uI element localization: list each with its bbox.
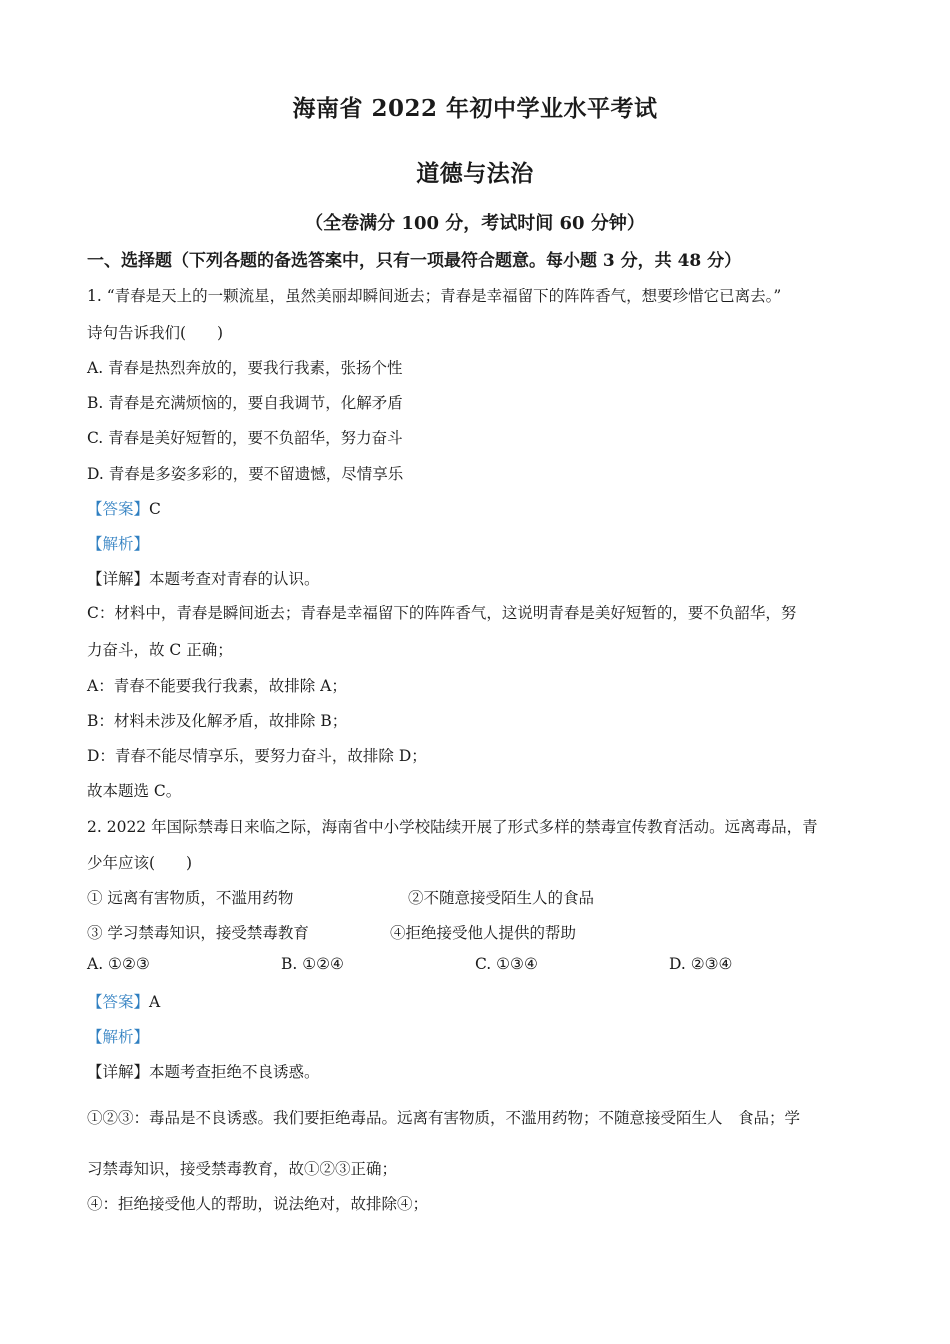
q1-explain-3: A：青春不能要我行我素，故排除 A； xyxy=(87,677,347,695)
answer-tag: 【答案】 xyxy=(87,500,150,518)
q2-answer xyxy=(87,990,160,1012)
q1-option-b: B. 青春是充满烦恼的，要自我调节，化解矛盾 xyxy=(87,394,403,412)
answer-value: A xyxy=(149,993,161,1011)
q2-detail: 【详解】本题考查拒绝不良诱惑。 xyxy=(87,1063,320,1081)
q1-explain-5: D：青春不能尽情享乐，要努力奋斗，故排除 D； xyxy=(87,747,427,765)
q2-choice-a: A. ①②③ xyxy=(87,955,150,973)
q1-explain-4: B：材料未涉及化解矛盾，故排除 B； xyxy=(87,712,348,730)
q1-explain-1: C：材料中，青春是瞬间逝去；青春是幸福留下的阵阵香气，这说明青春是美好短暂的，要不负韶华，努 xyxy=(87,604,797,622)
q2-analysis-tag: 【解析】 xyxy=(87,1028,150,1046)
subject-title: 道德与法治 xyxy=(416,160,534,187)
q1-stem-line1: 1. “青春是天上的一颗流星，虽然美丽却瞬间逝去；青春是幸福留下的阵阵香气，想要珍惜它已离去。” xyxy=(87,287,782,305)
q2-item-4: ④拒绝接受他人提供的帮助 xyxy=(390,924,577,942)
q1-option-d: D. 青春是多姿多彩的，要不留遗憾，尽情享乐 xyxy=(87,465,404,483)
q2-stem-line2: 少年应该( ) xyxy=(87,854,193,872)
q1-detail: 【详解】本题考查对青春的认识。 xyxy=(87,570,320,588)
section-heading: 一、选择题（下列各题的备选答案中，只有一项最符合题意。每小题 3 分，共 48 分） xyxy=(87,251,742,271)
exam-note: （全卷满分 100 分，考试时间 60 分钟） xyxy=(305,213,645,234)
q2-explain-2: 习禁毒知识，接受禁毒教育，故①②③正确； xyxy=(87,1160,398,1178)
q2-explain-3: ④：拒绝接受他人的帮助，说法绝对，故排除④； xyxy=(87,1195,429,1213)
answer-value: C xyxy=(149,500,161,518)
answer-tag: 【答案】 xyxy=(87,993,150,1011)
q2-item-3: ③ 学习禁毒知识，接受禁毒教育 xyxy=(87,924,309,942)
q1-answer xyxy=(87,497,161,519)
q1-explain-2: 力奋斗，故 C 正确； xyxy=(87,641,233,659)
q1-option-a: A. 青春是热烈奔放的，要我行我素，张扬个性 xyxy=(87,359,403,377)
q1-stem-line2: 诗句告诉我们( ) xyxy=(87,324,224,342)
q2-item-1: ① 远离有害物质，不滥用药物 xyxy=(87,889,294,907)
q2-choice-b: B. ①②④ xyxy=(281,955,344,973)
exam-title: 海南省 2022 年初中学业水平考试 xyxy=(292,95,658,122)
q1-explain-6: 故本题选 C。 xyxy=(87,782,182,800)
q2-choice-d: D. ②③④ xyxy=(669,955,733,973)
q1-option-c: C. 青春是美好短暂的，要不负韶华，努力奋斗 xyxy=(87,429,403,447)
q2-item-2: ②不随意接受陌生人的食品 xyxy=(408,889,595,907)
q2-explain-1: ①②③：毒品是不良诱惑。我们要拒绝毒品。远离有害物质，不滥用药物；不随意接受陌生人 食品；学 xyxy=(87,1109,801,1127)
q1-analysis-tag: 【解析】 xyxy=(87,535,150,553)
q2-stem-line1: 2. 2022 年国际禁毒日来临之际，海南省中小学校陆续开展了形式多样的禁毒宣传教育活动。远离毒品，青 xyxy=(87,818,818,836)
q2-choice-c: C. ①③④ xyxy=(475,955,538,973)
